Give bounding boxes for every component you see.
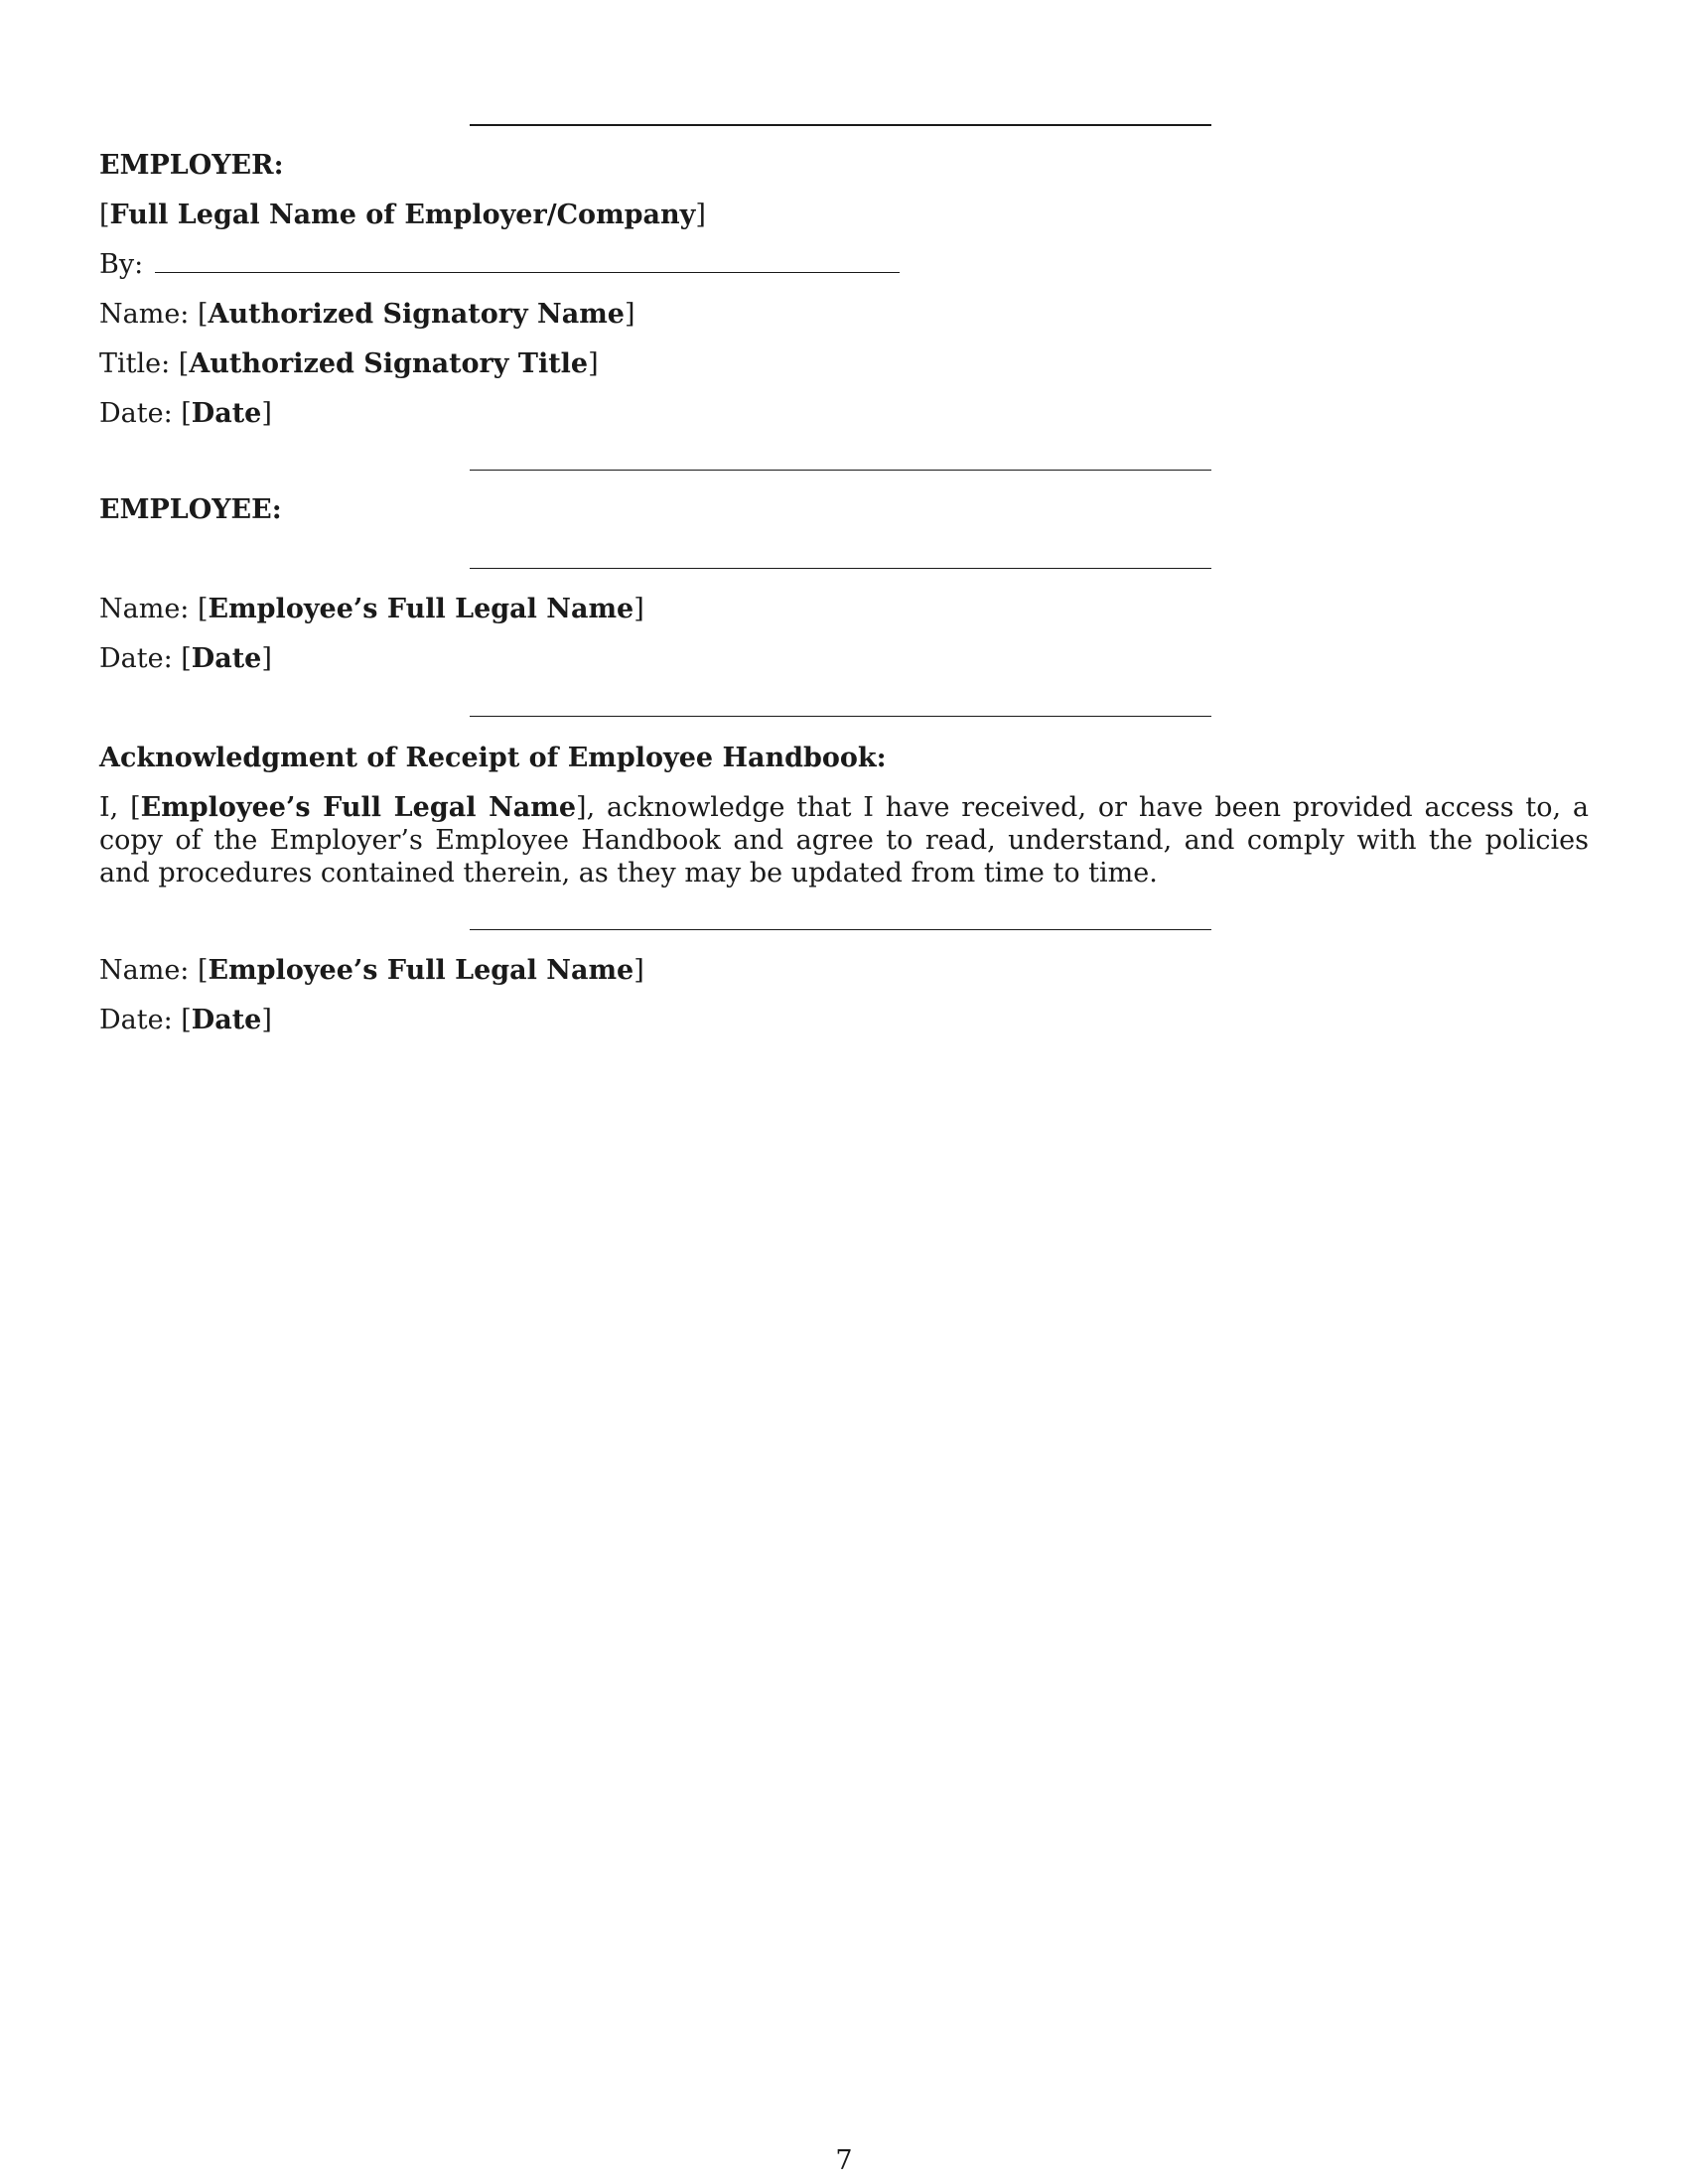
acknowledgment-name-placeholder-2: Employee’s Full Legal Name — [208, 955, 634, 986]
acknowledgment-date-placeholder: Date — [191, 1005, 262, 1035]
employer-date-placeholder: Date — [191, 398, 262, 429]
employer-by-label: By: — [99, 249, 144, 280]
employer-title-line: Title: [Authorized Signatory Title] — [99, 348, 599, 379]
employee-name-label: Name: — [99, 594, 190, 624]
employer-signature-blank — [155, 252, 900, 273]
employee-name-placeholder: Employee’s Full Legal Name — [208, 594, 634, 624]
acknowledgment-intro: I, — [99, 792, 119, 823]
employer-company-line: [Full Legal Name of Employer/Company] — [99, 200, 706, 230]
employer-date-label: Date: — [99, 398, 173, 429]
acknowledgment-name-placeholder: Employee’s Full Legal Name — [140, 792, 577, 823]
employer-heading: EMPLOYER: — [99, 150, 284, 181]
acknowledgment-name-label: Name: — [99, 955, 190, 986]
employee-heading: EMPLOYEE: — [99, 494, 282, 525]
acknowledgment-paragraph: I, [Employee’s Full Legal Name], acknowledge that I have received, or have been provided access to, a copy of the Employer’s Employee Handbook and agree to read, understand, and comply with the policies and procedures contained therein, as they may be updated from time to time. — [99, 792, 1589, 888]
employer-name-label: Name: — [99, 299, 190, 330]
page-number: 7 — [835, 2145, 853, 2176]
acknowledgment-heading: Acknowledgment of Receipt of Employee Handbook: — [99, 743, 887, 773]
acknowledgment-name-line: Name: [Employee’s Full Legal Name] — [99, 955, 644, 986]
employee-date-placeholder: Date — [191, 643, 262, 674]
acknowledgment-date-line: Date: [Date] — [99, 1005, 272, 1035]
acknowledgment-body: , acknowledge that I have received, or have been provided access to, a copy of the Employer’s Employee Handbook and agree to read, understand, and comply with the policies and procedures contained therein, as they may be updated from time to time. — [99, 792, 1589, 888]
employer-date-line: Date: [Date] — [99, 398, 272, 429]
employer-name-line: Name: [Authorized Signatory Name] — [99, 299, 635, 330]
employer-separator-rule — [470, 470, 1211, 471]
employee-name-line: Name: [Employee’s Full Legal Name] — [99, 594, 644, 624]
employee-date-line: Date: [Date] — [99, 643, 272, 674]
signature-rule-top — [470, 124, 1211, 126]
employee-date-label: Date: — [99, 643, 173, 674]
employer-company-placeholder: Full Legal Name of Employer/Company — [109, 200, 696, 230]
employer-title-placeholder: Authorized Signatory Title — [189, 348, 589, 379]
employee-separator-rule — [470, 716, 1211, 717]
employee-signature-rule — [470, 568, 1211, 569]
employer-by-line — [99, 248, 900, 282]
acknowledgment-signature-rule — [470, 929, 1211, 930]
employer-name-placeholder: Authorized Signatory Name — [208, 299, 625, 330]
employer-title-label: Title: — [99, 348, 171, 379]
acknowledgment-date-label: Date: — [99, 1005, 173, 1035]
